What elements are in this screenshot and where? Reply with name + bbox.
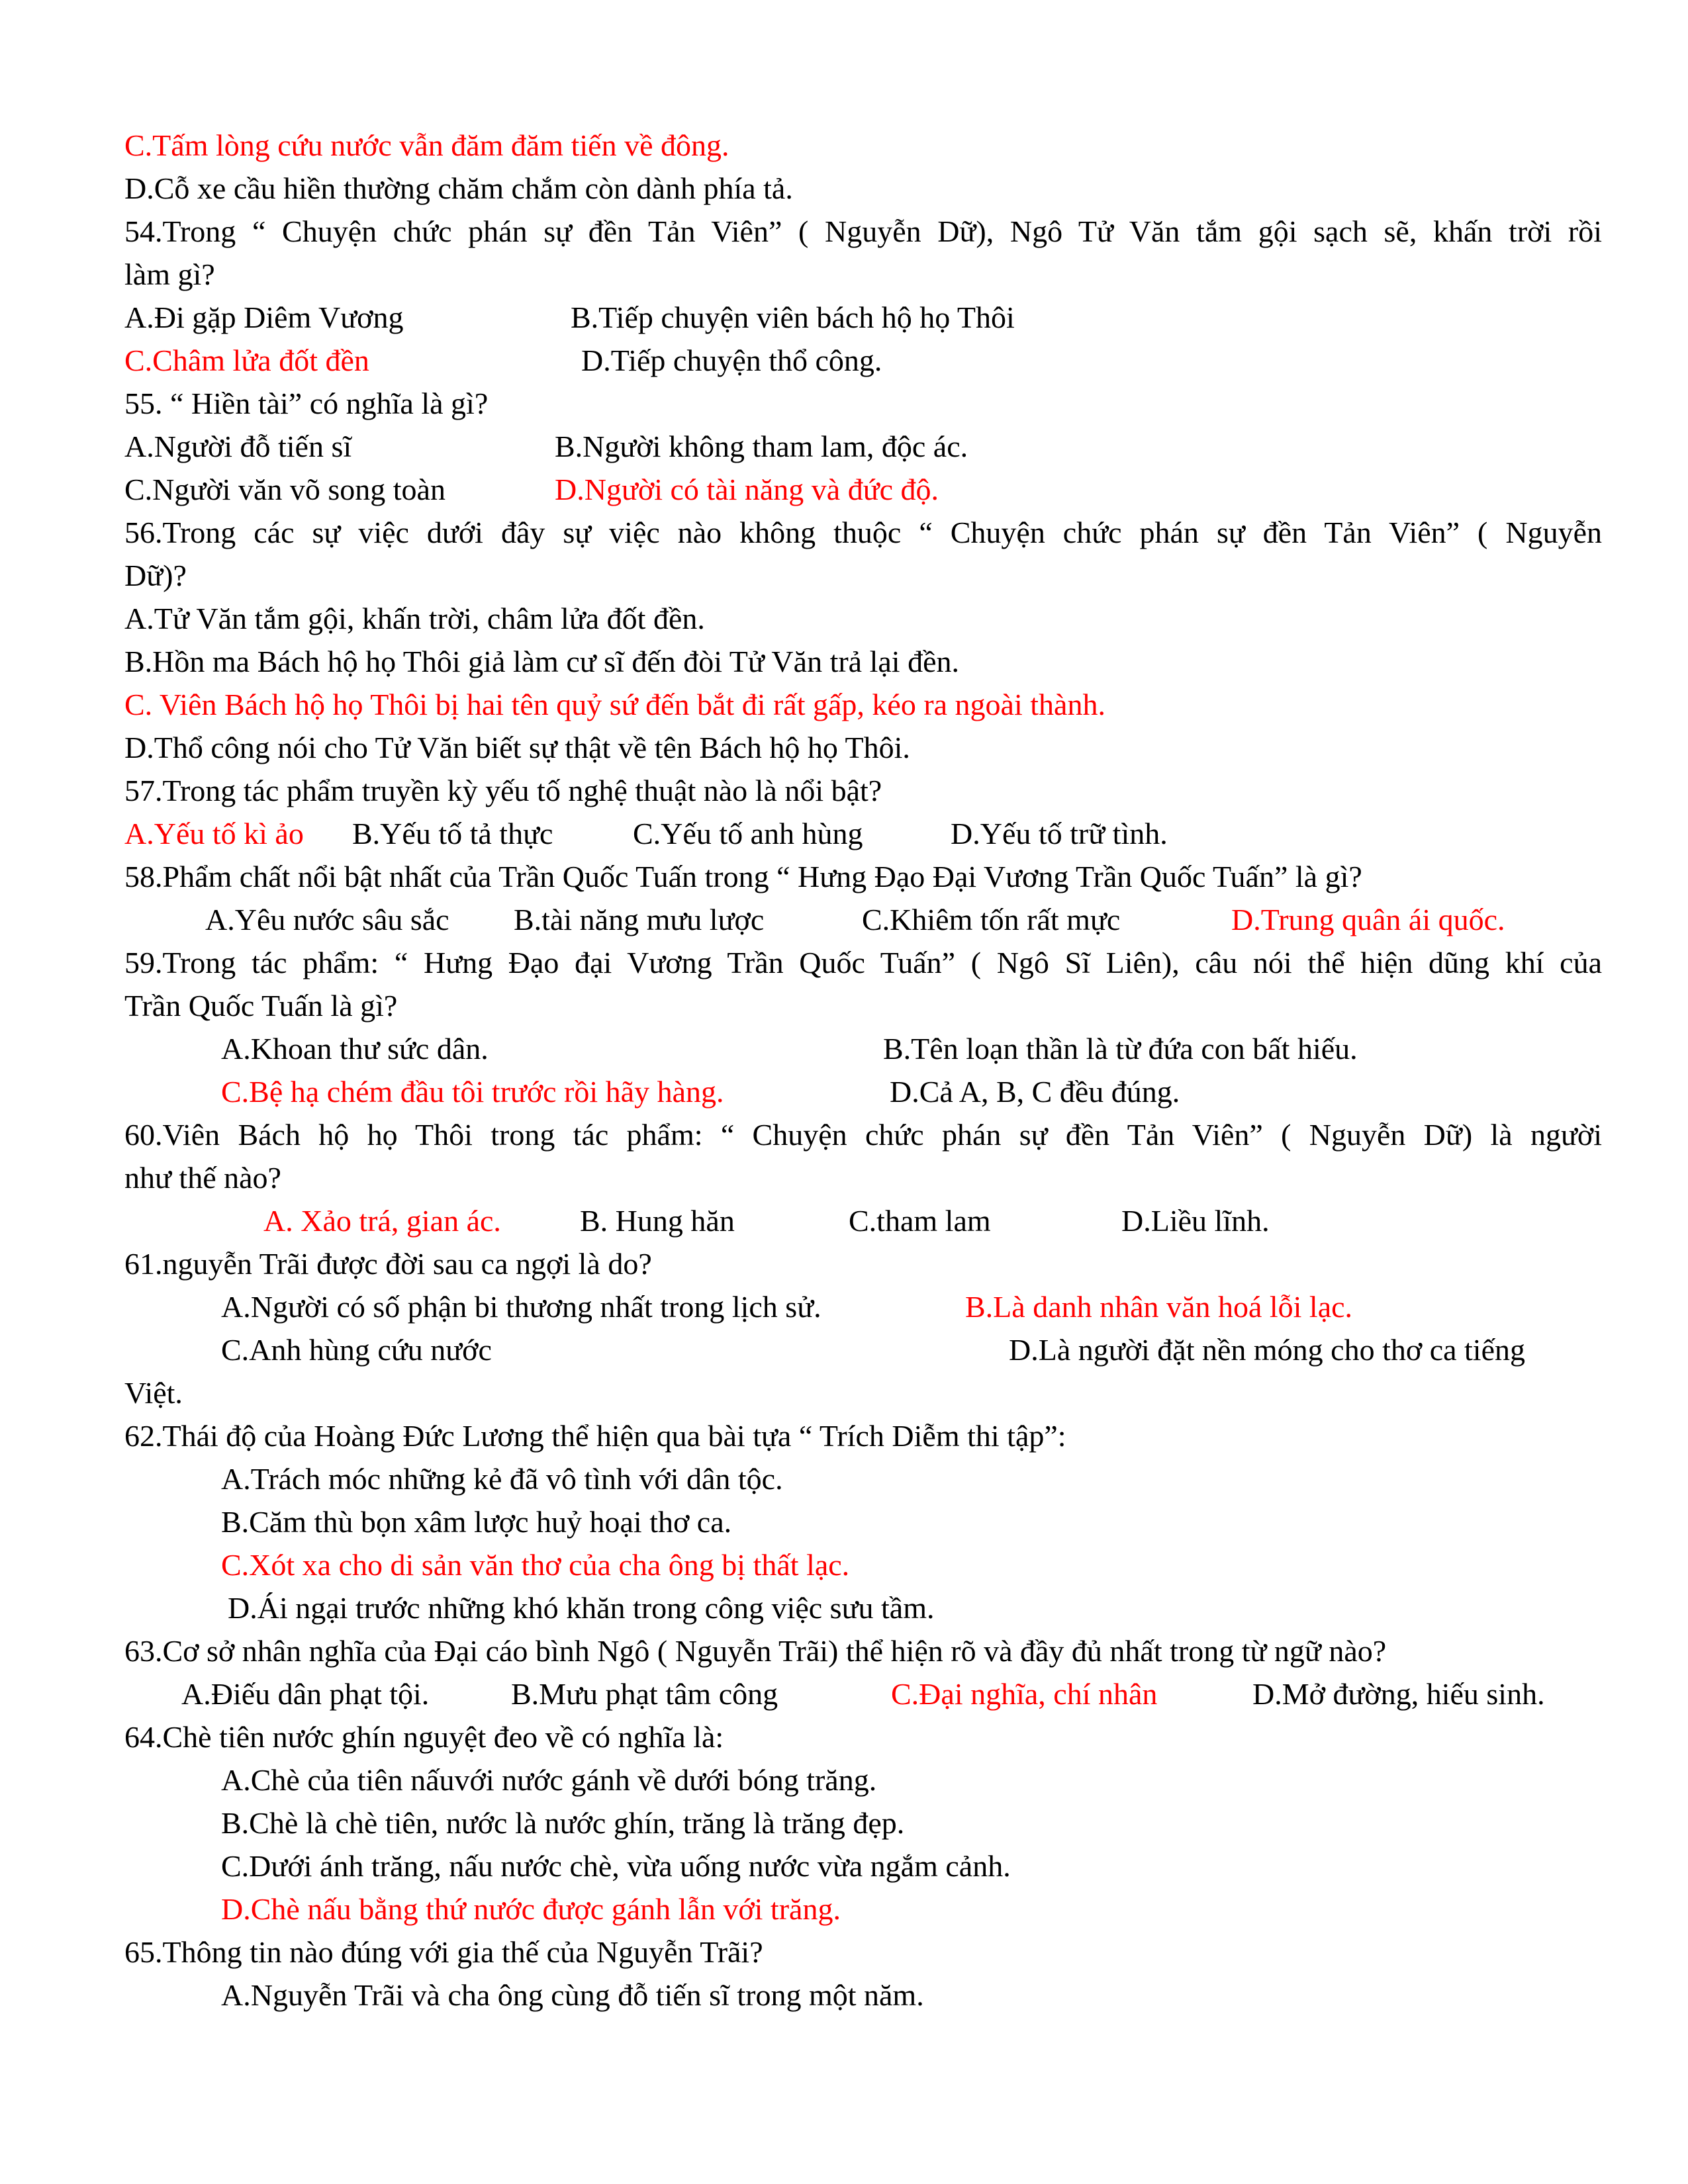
question-64: 64.Chè tiên nước ghín nguyệt đeo về có nghĩa là: — [124, 1720, 724, 1754]
q62-option-a: A.Trách móc những kẻ đã vô tình với dân tộc. — [221, 1462, 783, 1496]
q63-option-b: B.Mưu phạt tâm công — [511, 1677, 778, 1711]
q58-option-a: A.Yêu nước sâu sắc — [205, 903, 449, 936]
q60-option-c: C.tham lam — [849, 1204, 991, 1238]
q57-option-d: D.Yếu tố trữ tình. — [951, 817, 1168, 850]
q54-option-c-answer: C.Châm lửa đốt đền — [124, 343, 369, 377]
q61-option-b-answer: B.Là danh nhân văn hoá lỗi lạc. — [965, 1290, 1353, 1324]
question-55: 55. “ Hiền tài” có nghĩa là gì? — [124, 387, 489, 420]
question-63: 63.Cơ sở nhân nghĩa của Đại cáo bình Ngô ( Nguyễn Trãi) thể hiện rõ và đầy đủ nhất trong từ ngữ nào? — [124, 1634, 1387, 1668]
question-61: 61.nguyễn Trãi được đời sau ca ngợi là do? — [124, 1247, 652, 1281]
option-d: D.Cỗ xe cầu hiền thường chăm chắm còn dành phía tả. — [124, 171, 793, 205]
question-60-cont: như thế nào? — [124, 1161, 281, 1195]
q57-option-b: B.Yếu tố tả thực — [352, 817, 553, 850]
q62-option-d: D.Ái ngại trước những khó khăn trong công việc sưu tầm. — [228, 1591, 935, 1625]
question-56: 56.Trong các sự việc dưới đây sự việc nào không thuộc “ Chuyện chức phán sự đền Tản Viên” ( Nguyễn — [124, 516, 1602, 549]
q62-option-b: B.Căm thù bọn xâm lược huỷ hoại thơ ca. — [221, 1505, 732, 1539]
q61-option-c: C.Anh hùng cứu nước — [221, 1333, 492, 1367]
q59-option-c-answer: C.Bệ hạ chém đầu tôi trước rồi hãy hàng. — [221, 1075, 724, 1109]
q63-option-c-answer: C.Đại nghĩa, chí nhân — [891, 1677, 1158, 1711]
q60-option-d: D.Liều lĩnh. — [1121, 1204, 1270, 1238]
q60-option-b: B. Hung hăn — [580, 1204, 735, 1238]
q64-option-d-answer: D.Chè nấu bằng thứ nước được gánh lẫn với trăng. — [221, 1892, 841, 1926]
q55-option-d-answer: D.Người có tài năng và đức độ. — [555, 473, 939, 506]
q58-option-c: C.Khiêm tốn rất mực — [862, 903, 1121, 936]
q56-option-c-answer: C. Viên Bách hộ họ Thôi bị hai tên quỷ sứ đến bắt đi rất gấp, kéo ra ngoài thành. — [124, 688, 1105, 721]
q59-option-a: A.Khoan thư sức dân. — [221, 1032, 489, 1066]
q57-option-c: C.Yếu tố anh hùng — [633, 817, 863, 850]
answer-option-c: C.Tấm lòng cứu nước vẫn đăm đăm tiến về đông. — [124, 128, 729, 162]
q59-option-b: B.Tên loạn thần là từ đứa con bất hiếu. — [883, 1032, 1358, 1066]
question-59-cont: Trần Quốc Tuấn là gì? — [124, 989, 398, 1023]
q58-option-b: B.tài năng mưu lược — [514, 903, 765, 936]
q54-option-b: B.Tiếp chuyện viên bách hộ họ Thôi — [571, 300, 1015, 334]
q63-option-a: A.Điếu dân phạt tội. — [181, 1677, 430, 1711]
q65-option-a: A.Nguyễn Trãi và cha ông cùng đỗ tiến sĩ trong một năm. — [221, 1978, 924, 2012]
q63-option-d: D.Mở đường, hiếu sinh. — [1252, 1677, 1545, 1711]
question-59: 59.Trong tác phẩm: “ Hưng Đạo đại Vương Trần Quốc Tuấn” ( Ngô Sĩ Liên), câu nói thể hiện dũng khí của — [124, 946, 1602, 979]
q59-option-d: D.Cả A, B, C đều đúng. — [890, 1075, 1180, 1109]
question-57: 57.Trong tác phẩm truyền kỳ yếu tố nghệ thuật nào là nổi bật? — [124, 774, 882, 807]
q54-option-d: D.Tiếp chuyện thổ công. — [581, 343, 882, 377]
q60-option-a-answer: A. Xảo trá, gian ác. — [263, 1204, 501, 1238]
question-62: 62.Thái độ của Hoàng Đức Lương thể hiện qua bài tựa “ Trích Diễm thi tập”: — [124, 1419, 1066, 1453]
question-60: 60.Viên Bách hộ họ Thôi trong tác phẩm: “ Chuyện chức phán sự đền Tản Viên” ( Nguyễn Dữ) là người — [124, 1118, 1602, 1152]
question-65: 65.Thông tin nào đúng với gia thế của Nguyễn Trãi? — [124, 1935, 763, 1969]
question-56-cont: Dữ)? — [124, 559, 187, 592]
q57-option-a-answer: A.Yếu tố kì ảo — [124, 817, 304, 850]
q61-option-d-cont: Việt. — [124, 1376, 183, 1410]
q56-option-b: B.Hồn ma Bách hộ họ Thôi giả làm cư sĩ đến đòi Tử Văn trả lại đền. — [124, 645, 959, 678]
q64-option-b: B.Chè là chè tiên, nước là nước ghín, trăng là trăng đẹp. — [221, 1806, 905, 1840]
question-58: 58.Phẩm chất nổi bật nhất của Trần Quốc Tuấn trong “ Hưng Đạo Đại Vương Trần Quốc Tuấn” là gì? — [124, 860, 1362, 893]
q56-option-a: A.Tử Văn tắm gội, khấn trời, châm lửa đốt đền. — [124, 602, 705, 635]
q61-option-d: D.Là người đặt nền móng cho thơ ca tiếng — [1009, 1333, 1526, 1367]
q56-option-d: D.Thổ công nói cho Tử Văn biết sự thật về tên Bách hộ họ Thôi. — [124, 731, 910, 764]
q55-option-a: A.Người đỗ tiến sĩ — [124, 430, 352, 463]
q64-option-a: A.Chè của tiên nấuvới nước gánh về dưới bóng trăng. — [221, 1763, 877, 1797]
q62-option-c-answer: C.Xót xa cho di sản văn thơ của cha ông bị thất lạc. — [221, 1548, 850, 1582]
question-54: 54.Trong “ Chuyện chức phán sự đền Tản Viên” ( Nguyễn Dữ), Ngô Tử Văn tắm gội sạch sẽ, khấn trời rồi — [124, 214, 1602, 248]
question-54-cont: làm gì? — [124, 257, 215, 291]
q64-option-c: C.Dưới ánh trăng, nấu nước chè, vừa uống nước vừa ngắm cảnh. — [221, 1849, 1011, 1883]
q55-option-c: C.Người văn võ song toàn — [124, 473, 445, 506]
q58-option-d-answer: D.Trung quân ái quốc. — [1231, 903, 1505, 936]
q54-option-a: A.Đi gặp Diêm Vương — [124, 300, 404, 334]
q61-option-a: A.Người có số phận bi thương nhất trong lịch sử. — [221, 1290, 821, 1324]
q55-option-b: B.Người không tham lam, độc ác. — [555, 430, 968, 463]
